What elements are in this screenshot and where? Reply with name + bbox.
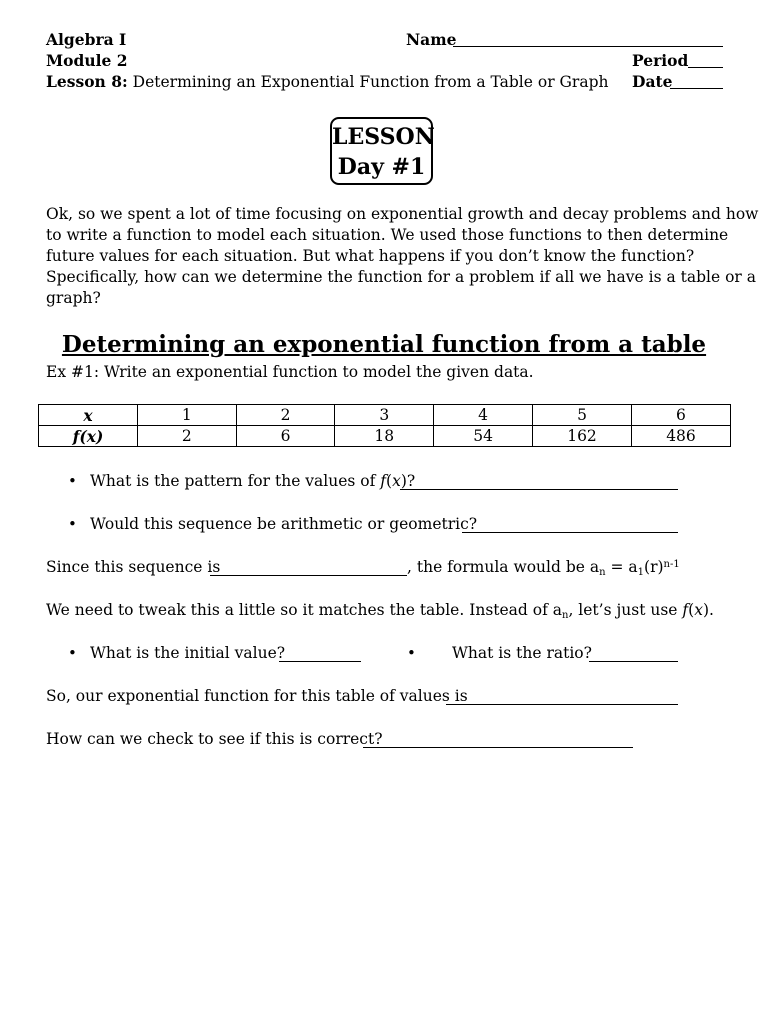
pattern-answer-line[interactable] bbox=[400, 489, 678, 490]
intro-line: future values for each situation. But what happens if you don’t know the function? bbox=[46, 247, 695, 265]
bullet-icon: • bbox=[68, 515, 77, 533]
table-cell: 2 bbox=[236, 405, 335, 426]
intro-line: Specifically, how can we determine the function for a problem if all we have is a table or a bbox=[46, 268, 756, 286]
table-cell: 6 bbox=[236, 426, 335, 447]
since-prefix: Since this sequence is bbox=[46, 558, 221, 576]
arith-geo-answer-line[interactable] bbox=[462, 532, 678, 533]
tweak-prefix: We need to tweak this a little so it matches the table. Instead of a bbox=[46, 601, 562, 619]
since-suffix: , the formula would be a bbox=[407, 558, 600, 576]
function-answer-line[interactable] bbox=[446, 704, 678, 705]
fx-header-cell: f(x) bbox=[39, 426, 138, 447]
intro-line: Ok, so we spent a lot of time focusing on exponential growth and decay problems and how bbox=[46, 205, 759, 223]
lesson-day-badge bbox=[330, 117, 433, 185]
table-cell: 18 bbox=[335, 426, 434, 447]
table-cell: 3 bbox=[335, 405, 434, 426]
intro-line: graph? bbox=[46, 289, 101, 307]
ratio-answer-line[interactable] bbox=[589, 661, 678, 662]
tweak-mid: , let’s just use bbox=[568, 601, 683, 619]
sequence-type-answer-line[interactable] bbox=[210, 575, 407, 576]
table-row bbox=[39, 426, 731, 447]
check-answer-line[interactable] bbox=[363, 747, 633, 748]
period-label: Period bbox=[632, 51, 689, 70]
pattern-f: f bbox=[380, 472, 387, 490]
arith-geo-question: Would this sequence be arithmetic or geometric? bbox=[90, 515, 478, 533]
bullet-icon: • bbox=[407, 644, 416, 662]
check-question: How can we check to see if this is correct? bbox=[46, 730, 383, 748]
table-cell: 162 bbox=[533, 426, 632, 447]
tweak-end: ). bbox=[702, 601, 714, 619]
pattern-x: x bbox=[392, 472, 401, 490]
intro-line: to write a function to model each situation. We used those functions to then determine bbox=[46, 226, 729, 244]
name-field[interactable] bbox=[453, 46, 723, 47]
data-table bbox=[38, 404, 731, 447]
pattern-prefix: What is the pattern for the values of bbox=[90, 472, 381, 490]
table-cell: 486 bbox=[631, 426, 730, 447]
sub-1: 1 bbox=[637, 567, 645, 578]
lesson-badge-line2: Day #1 bbox=[337, 154, 426, 180]
tweak-text: We need to tweak this a little so it matches the table. Instead of $a_n$, let’s just use f(x). bbox=[46, 601, 714, 621]
x-header-cell: x bbox=[39, 405, 138, 426]
lesson-badge-line1: LESSON bbox=[332, 124, 435, 150]
sup-n-1: n-1 bbox=[663, 559, 680, 570]
function-question: So, our exponential function for this table of values is bbox=[46, 687, 468, 705]
since-r: (r) bbox=[644, 558, 664, 576]
sub-n: n bbox=[599, 567, 606, 578]
initial-value-answer-line[interactable] bbox=[279, 661, 361, 662]
table-cell: 54 bbox=[434, 426, 533, 447]
example-prompt: Ex #1: Write an exponential function to model the given data. bbox=[46, 363, 534, 381]
intro-paragraph bbox=[46, 204, 759, 309]
date-field[interactable] bbox=[670, 88, 723, 89]
course-label: Algebra I bbox=[46, 30, 127, 49]
lesson-number: Lesson 8: bbox=[46, 72, 128, 91]
table-cell: 2 bbox=[137, 426, 236, 447]
date-label: Date bbox=[632, 72, 673, 91]
initial-value-question: What is the initial value? bbox=[90, 644, 286, 662]
ratio-question: What is the ratio? bbox=[452, 644, 592, 662]
tweak-sub: n bbox=[562, 610, 569, 621]
tweak-f: f bbox=[682, 601, 689, 619]
table-cell: 4 bbox=[434, 405, 533, 426]
bullet-icon: • bbox=[68, 644, 77, 662]
section-title: Determining an exponential function from a table bbox=[61, 331, 707, 358]
pattern-suffix: )? bbox=[400, 472, 416, 490]
module-label: Module 2 bbox=[46, 51, 128, 70]
table-cell: 1 bbox=[137, 405, 236, 426]
table-cell: 6 bbox=[631, 405, 730, 426]
fx-f: f bbox=[72, 426, 80, 446]
period-field[interactable] bbox=[688, 67, 723, 68]
lesson-heading bbox=[46, 72, 608, 91]
since-eq: = a bbox=[605, 558, 638, 576]
fx-x: x bbox=[86, 426, 96, 446]
lesson-title: Determining an Exponential Function from a Table or Graph bbox=[127, 73, 609, 91]
table-row bbox=[39, 405, 731, 426]
table-cell: 5 bbox=[533, 405, 632, 426]
bullet-icon: • bbox=[68, 472, 77, 490]
name-label: Name bbox=[406, 30, 457, 49]
formula-text bbox=[407, 558, 680, 578]
tweak-x: x bbox=[694, 601, 703, 619]
pattern-question: What is the pattern for the values of f(x)? bbox=[90, 472, 416, 490]
